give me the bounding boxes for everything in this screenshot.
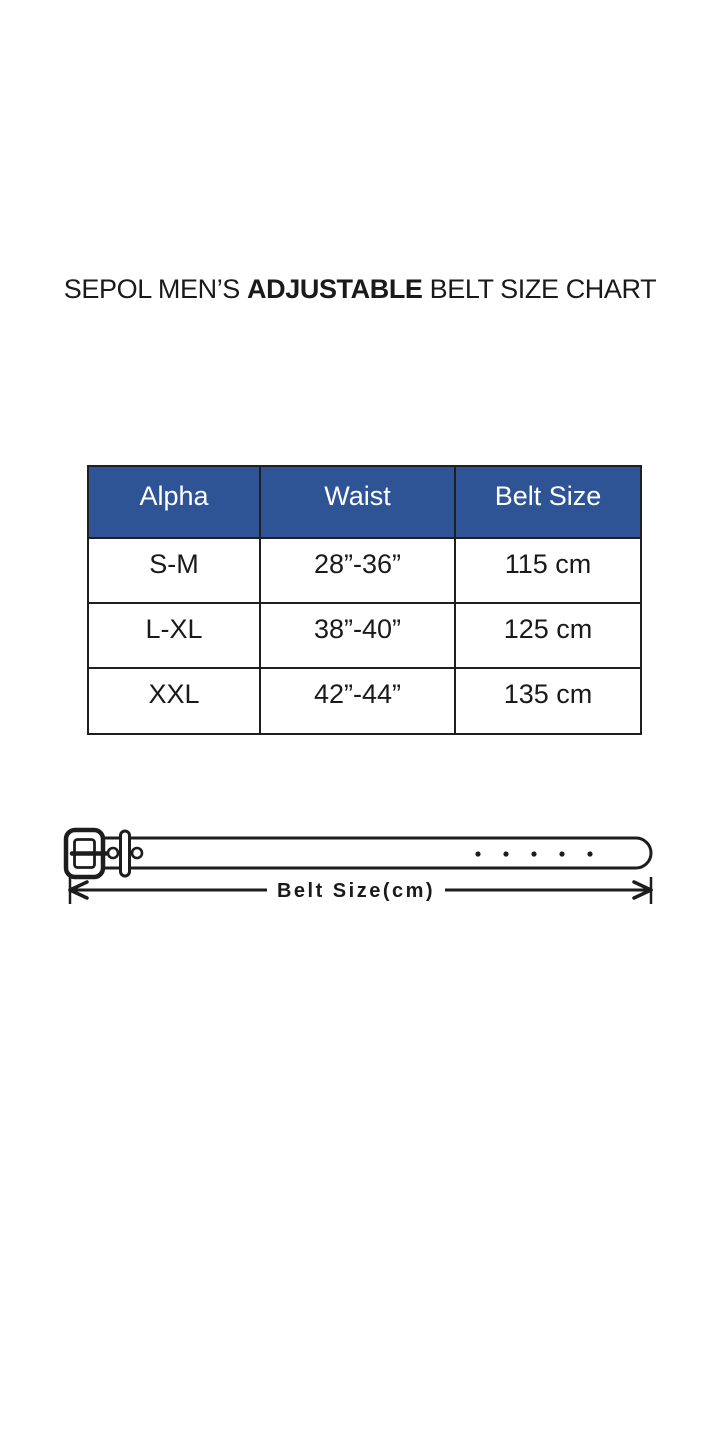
cell-belt-size: 135 cm <box>455 668 641 734</box>
cell-waist: 28”-36” <box>260 538 455 603</box>
belt-size-label: Belt Size(cm) <box>276 880 436 902</box>
column-header-belt-size: Belt Size <box>455 466 641 538</box>
size-table-header <box>88 466 641 538</box>
table-row <box>88 538 641 603</box>
column-header-alpha: Alpha <box>88 466 260 538</box>
belt-illustration <box>50 812 670 912</box>
table-row <box>88 668 641 734</box>
size-table <box>87 465 642 735</box>
title-emphasis: ADJUSTABLE <box>247 274 423 304</box>
cell-waist: 38”-40” <box>260 603 455 668</box>
belt-strap <box>95 838 651 868</box>
column-header-waist: Waist <box>260 466 455 538</box>
table-row <box>88 603 641 668</box>
cell-alpha: S-M <box>88 538 260 603</box>
cell-waist: 42”-44” <box>260 668 455 734</box>
cell-belt-size: 125 cm <box>455 603 641 668</box>
belt-keeper <box>121 831 130 876</box>
size-table-body <box>88 538 641 734</box>
belt-buckle <box>66 830 106 877</box>
title-suffix: BELT SIZE CHART <box>422 274 657 304</box>
cell-alpha: L-XL <box>88 603 260 668</box>
cell-alpha: XXL <box>88 668 260 734</box>
page-title <box>0 270 720 308</box>
cell-belt-size: 115 cm <box>455 538 641 603</box>
header-row <box>88 466 641 538</box>
title-prefix: SEPOL MEN’S <box>63 274 248 304</box>
